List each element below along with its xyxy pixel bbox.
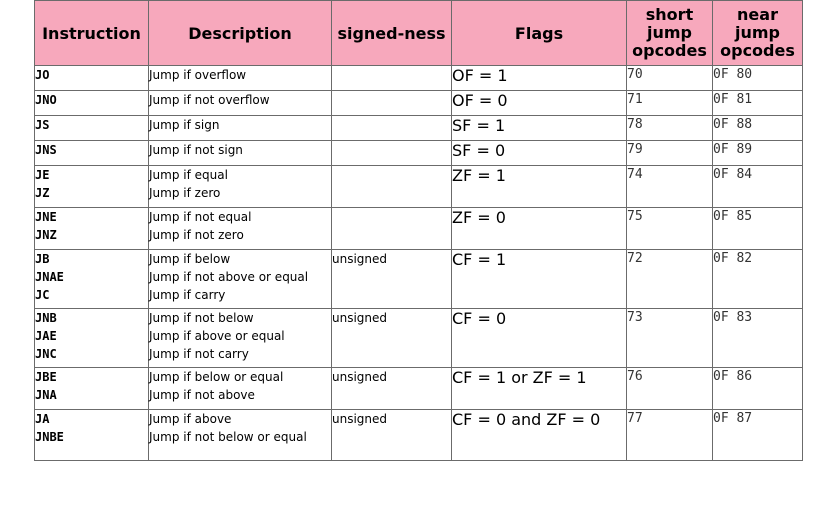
near-opcode-cell: 0F 83 <box>713 309 803 368</box>
short-opcode-cell: 73 <box>627 309 713 368</box>
mnemonic: JZ <box>35 186 50 200</box>
description-text: Jump if sign <box>149 118 220 132</box>
mnemonic: JNO <box>35 93 57 107</box>
table-row <box>35 166 803 208</box>
header-row <box>35 1 803 66</box>
mnemonic: JNE <box>35 210 57 224</box>
description-cell <box>149 208 332 250</box>
flags-cell: CF = 1 <box>452 250 627 309</box>
description-text: Jump if not above or equal <box>149 270 309 284</box>
description-cell <box>149 91 332 116</box>
mnemonic: JNB <box>35 311 57 325</box>
mnemonic: JO <box>35 68 50 82</box>
jump-instruction-table <box>34 0 803 461</box>
near-opcode-cell: 0F 85 <box>713 208 803 250</box>
short-opcode-cell: 79 <box>627 141 713 166</box>
signedness-cell <box>332 166 452 208</box>
description-text: Jump if above <box>149 412 232 426</box>
instruction-cell <box>35 116 149 141</box>
description-text: Jump if not zero <box>149 228 244 242</box>
short-opcode-cell: 77 <box>627 410 713 461</box>
description-text: Jump if below or equal <box>149 370 284 384</box>
description-text: Jump if not below <box>149 311 254 325</box>
mnemonic: JNC <box>35 347 57 361</box>
table-row <box>35 91 803 116</box>
flags-cell: ZF = 0 <box>452 208 627 250</box>
flags-cell: CF = 1 or ZF = 1 <box>452 368 627 410</box>
near-opcode-cell: 0F 88 <box>713 116 803 141</box>
description-text: Jump if not equal <box>149 210 252 224</box>
header-instruction: Instruction <box>35 1 149 66</box>
description-cell <box>149 141 332 166</box>
short-opcode-cell: 72 <box>627 250 713 309</box>
mnemonic: JNAE <box>35 270 64 284</box>
signedness-cell: unsigned <box>332 410 452 461</box>
signedness-cell <box>332 116 452 141</box>
near-opcode-cell: 0F 89 <box>713 141 803 166</box>
description-text: Jump if equal <box>149 168 228 182</box>
flags-cell: CF = 0 and ZF = 0 <box>452 410 627 461</box>
header-near-line: near <box>737 5 778 24</box>
near-opcode-cell: 0F 86 <box>713 368 803 410</box>
flags-cell: SF = 0 <box>452 141 627 166</box>
signedness-cell <box>332 66 452 91</box>
table-row <box>35 141 803 166</box>
header-short-line: opcodes <box>632 41 707 60</box>
mnemonic: JNA <box>35 388 57 402</box>
instruction-cell <box>35 91 149 116</box>
table-row <box>35 208 803 250</box>
description-text: Jump if carry <box>149 288 226 302</box>
near-opcode-cell: 0F 84 <box>713 166 803 208</box>
description-cell <box>149 309 332 368</box>
instruction-cell <box>35 368 149 410</box>
description-cell <box>149 250 332 309</box>
short-opcode-cell: 78 <box>627 116 713 141</box>
short-opcode-cell: 75 <box>627 208 713 250</box>
flags-cell: SF = 1 <box>452 116 627 141</box>
description-text: Jump if overflow <box>149 68 247 82</box>
mnemonic: JE <box>35 168 50 182</box>
description-cell <box>149 368 332 410</box>
description-cell <box>149 410 332 461</box>
flags-cell: OF = 0 <box>452 91 627 116</box>
mnemonic: JB <box>35 252 50 266</box>
header-short-line: jump <box>647 23 692 42</box>
short-opcode-cell: 76 <box>627 368 713 410</box>
flags-cell: ZF = 1 <box>452 166 627 208</box>
flags-cell: CF = 0 <box>452 309 627 368</box>
instruction-cell <box>35 309 149 368</box>
description-cell <box>149 116 332 141</box>
header-near-jump-opcodes <box>713 1 803 66</box>
signedness-cell <box>332 208 452 250</box>
table-row <box>35 368 803 410</box>
header-short-jump-opcodes <box>627 1 713 66</box>
mnemonic: JNBE <box>35 430 64 444</box>
table-row <box>35 66 803 91</box>
header-signedness: signed-ness <box>332 1 452 66</box>
description-cell <box>149 166 332 208</box>
instruction-cell <box>35 66 149 91</box>
description-text: Jump if not carry <box>149 347 249 361</box>
short-opcode-cell: 70 <box>627 66 713 91</box>
description-text: Jump if below <box>149 252 231 266</box>
mnemonic: JNZ <box>35 228 57 242</box>
mnemonic: JBE <box>35 370 57 384</box>
header-near-line: opcodes <box>720 41 795 60</box>
signedness-cell: unsigned <box>332 309 452 368</box>
signedness-cell <box>332 91 452 116</box>
short-opcode-cell: 74 <box>627 166 713 208</box>
short-opcode-cell: 71 <box>627 91 713 116</box>
table-row <box>35 410 803 461</box>
description-cell <box>149 66 332 91</box>
description-text: Jump if not below or equal <box>149 430 307 444</box>
header-short-line: short <box>645 5 694 24</box>
mnemonic: JA <box>35 412 50 426</box>
table-row <box>35 116 803 141</box>
instruction-cell <box>35 141 149 166</box>
mnemonic: JNS <box>35 143 57 157</box>
table-row <box>35 309 803 368</box>
flags-cell: OF = 1 <box>452 66 627 91</box>
signedness-cell: unsigned <box>332 368 452 410</box>
mnemonic: JAE <box>35 329 57 343</box>
signedness-cell <box>332 141 452 166</box>
near-opcode-cell: 0F 81 <box>713 91 803 116</box>
instruction-cell <box>35 250 149 309</box>
header-flags: Flags <box>452 1 627 66</box>
instruction-cell <box>35 166 149 208</box>
near-opcode-cell: 0F 80 <box>713 66 803 91</box>
header-near-line: jump <box>735 23 780 42</box>
mnemonic: JC <box>35 288 50 302</box>
instruction-cell <box>35 410 149 461</box>
table-row <box>35 250 803 309</box>
mnemonic: JS <box>35 118 50 132</box>
instruction-cell <box>35 208 149 250</box>
header-description: Description <box>149 1 332 66</box>
description-text: Jump if not overflow <box>149 93 270 107</box>
description-text: Jump if not above <box>149 388 255 402</box>
near-opcode-cell: 0F 87 <box>713 410 803 461</box>
description-text: Jump if not sign <box>149 143 243 157</box>
description-text: Jump if above or equal <box>149 329 285 343</box>
near-opcode-cell: 0F 82 <box>713 250 803 309</box>
signedness-cell: unsigned <box>332 250 452 309</box>
description-text: Jump if zero <box>149 186 221 200</box>
